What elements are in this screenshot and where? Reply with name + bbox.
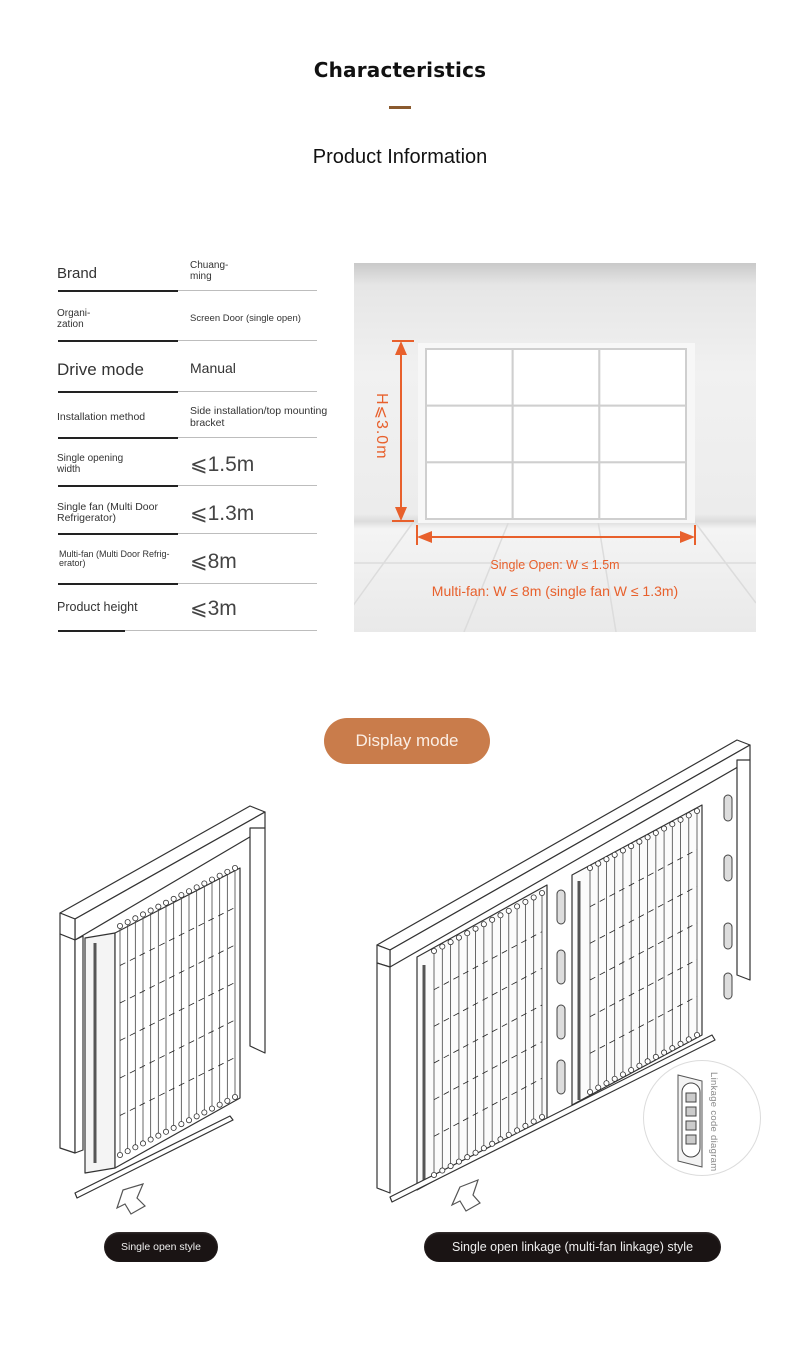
row-divider: [178, 391, 317, 392]
pleat-roller: [612, 1076, 617, 1081]
window-panes: [426, 349, 686, 519]
pleat-roller: [431, 1172, 436, 1177]
pleat-roller: [163, 900, 168, 905]
spec-value: ⩽1.3m: [190, 502, 255, 525]
pleat-roller: [171, 896, 176, 901]
pleat-roller: [133, 1145, 138, 1150]
window-pane: [599, 349, 686, 406]
pleat-roller: [440, 1168, 445, 1173]
pleat-roller: [117, 1152, 122, 1157]
single-open-screen-illustration: [55, 798, 285, 1218]
pleat-roller: [645, 835, 650, 840]
pleat-roller: [514, 904, 519, 909]
window-pane: [599, 462, 686, 519]
pleat-roller: [629, 843, 634, 848]
pleat-roller: [440, 944, 445, 949]
spec-label: Organi- zation: [57, 308, 91, 330]
pleat-roller: [140, 912, 145, 917]
pleat-roller: [125, 920, 130, 925]
pleat-roller: [694, 808, 699, 813]
pleat-roller: [587, 1089, 592, 1094]
pleat-roller: [217, 873, 222, 878]
spec-label: Brand: [57, 265, 98, 282]
single-open-style-label: Single open style: [104, 1232, 218, 1262]
pleat-roller: [179, 1121, 184, 1126]
pleat-roller: [498, 913, 503, 918]
row-divider: [58, 583, 178, 585]
pleat-roller: [531, 895, 536, 900]
pleat-roller: [629, 1067, 634, 1072]
row-divider: [58, 437, 178, 439]
height-label: H⩽3.0m: [373, 393, 390, 460]
pleat-roller: [473, 1150, 478, 1155]
pleat-roller: [202, 881, 207, 886]
pleat-roller: [670, 822, 675, 827]
spec-label: Drive mode: [57, 360, 144, 379]
row-divider: [58, 340, 178, 342]
pleat-roller: [473, 926, 478, 931]
row-divider: [125, 630, 317, 631]
row-divider: [178, 533, 317, 534]
pleat-roller: [156, 1133, 161, 1138]
characteristics-title: Characteristics: [313, 58, 487, 82]
pleat-roller: [678, 817, 683, 822]
slide-direction-arrow-icon: [117, 1184, 145, 1214]
linkage-style-label: Single open linkage (multi-fan linkage) style: [424, 1232, 721, 1262]
pleat-roller: [465, 1155, 470, 1160]
width-arrow-icon: [417, 525, 695, 545]
row-divider: [178, 485, 317, 486]
pleat-roller: [194, 1114, 199, 1119]
pleat-roller: [225, 1098, 230, 1103]
pleat-roller: [637, 1063, 642, 1068]
pleat-roller: [653, 1054, 658, 1059]
pleat-roller: [523, 1123, 528, 1128]
pleat-roller: [148, 908, 153, 913]
pleat-roller: [209, 877, 214, 882]
row-divider: [178, 437, 317, 438]
window-pane: [426, 349, 513, 406]
pleat-roller: [604, 1081, 609, 1086]
spec-value: ⩽8m: [190, 550, 237, 573]
spec-value: ⩽1.5m: [190, 453, 255, 476]
window-pane: [426, 406, 513, 463]
pleat-roller: [604, 857, 609, 862]
pleat-roller: [686, 1037, 691, 1042]
pleat-roller: [637, 839, 642, 844]
pleat-roller: [140, 1141, 145, 1146]
row-divider: [58, 533, 178, 535]
window-pane: [513, 406, 600, 463]
pleat-roller: [186, 1118, 191, 1123]
row-divider: [58, 630, 125, 632]
spec-label: Product height: [57, 600, 138, 614]
pleat-roller: [506, 1132, 511, 1137]
pleat-roller: [465, 931, 470, 936]
pleat-roller: [148, 1137, 153, 1142]
pleat-roller: [490, 917, 495, 922]
pleat-roller: [661, 1050, 666, 1055]
spec-value: Side installation/top mounting bracket: [190, 405, 328, 429]
pleat-roller: [117, 923, 122, 928]
pleat-roller: [163, 1129, 168, 1134]
pleat-roller: [156, 904, 161, 909]
spec-label: Single fan (Multi Door Refrigerator): [57, 501, 158, 525]
pleat-roller: [620, 1072, 625, 1077]
pleat-roller: [194, 885, 199, 890]
pleat-roller: [481, 922, 486, 927]
window-pane: [599, 406, 686, 463]
linkage-code-callout: [643, 1060, 761, 1176]
row-divider: [178, 583, 317, 584]
pleat-roller: [523, 899, 528, 904]
multi-fan-width-label: Multi-fan: W ≤ 8m (single fan W ≤ 1.3m): [431, 583, 679, 599]
row-divider: [58, 485, 178, 487]
pleat-roller: [133, 916, 138, 921]
pleat-roller: [653, 830, 658, 835]
pleat-roller: [225, 869, 230, 874]
pleat-roller: [202, 1110, 207, 1115]
pleat-roller: [661, 826, 666, 831]
row-divider: [178, 290, 317, 291]
pleat-roller: [232, 865, 237, 870]
pleat-roller: [481, 1146, 486, 1151]
pleat-roller: [456, 935, 461, 940]
window-pane: [513, 462, 600, 519]
spec-value: Manual: [190, 360, 236, 376]
pleat-roller: [217, 1102, 222, 1107]
product-information-subtitle: Product Information: [312, 146, 488, 168]
pleat-roller: [612, 852, 617, 857]
pleat-roller: [514, 1128, 519, 1133]
spec-label: Installation method: [57, 411, 146, 423]
pleat-roller: [456, 1159, 461, 1164]
pleat-roller: [171, 1125, 176, 1130]
spec-value: ⩽3m: [190, 597, 237, 620]
pleat-roller: [531, 1119, 536, 1124]
row-divider: [58, 290, 178, 292]
spec-value: Chuang- ming: [190, 260, 229, 282]
pleat-roller: [498, 1137, 503, 1142]
pleat-roller: [179, 892, 184, 897]
pleat-roller: [686, 813, 691, 818]
pleat-roller: [620, 848, 625, 853]
pleat-roller: [490, 1141, 495, 1146]
title-accent-bar: [389, 106, 411, 109]
pleat-roller: [209, 1106, 214, 1111]
single-open-width-label: Single Open: W ≤ 1.5m: [490, 558, 620, 572]
row-divider: [58, 391, 178, 393]
display-mode-button[interactable]: Display mode: [324, 718, 490, 764]
pleat-roller: [431, 948, 436, 953]
pleat-roller: [186, 889, 191, 894]
pleat-roller: [506, 908, 511, 913]
pleat-roller: [694, 1032, 699, 1037]
pleat-roller: [670, 1046, 675, 1051]
window-pane: [426, 462, 513, 519]
pleat-roller: [678, 1041, 683, 1046]
pleat-roller: [448, 1163, 453, 1168]
pleat-roller: [596, 861, 601, 866]
spec-value: Screen Door (single open): [190, 313, 301, 324]
height-arrow-icon: [392, 341, 414, 521]
row-divider: [178, 340, 317, 341]
slide-direction-arrow-icon: [452, 1180, 480, 1211]
pleat-roller: [125, 1149, 130, 1154]
pleat-roller: [539, 890, 544, 895]
pleat-roller: [448, 939, 453, 944]
linkage-connector-icon: [644, 1061, 762, 1177]
pleat-roller: [232, 1094, 237, 1099]
pleat-roller: [539, 1114, 544, 1119]
pleat-roller: [596, 1085, 601, 1090]
spec-label: Single opening width: [57, 453, 124, 475]
window-pane: [513, 349, 600, 406]
dimension-diagram: [354, 263, 756, 632]
linkage-code-label: Linkage code diagram: [708, 1072, 719, 1172]
spec-label: Multi-fan (Multi Door Refrig- erator): [59, 549, 170, 569]
pleat-roller: [587, 865, 592, 870]
room-illustration: [354, 263, 756, 632]
